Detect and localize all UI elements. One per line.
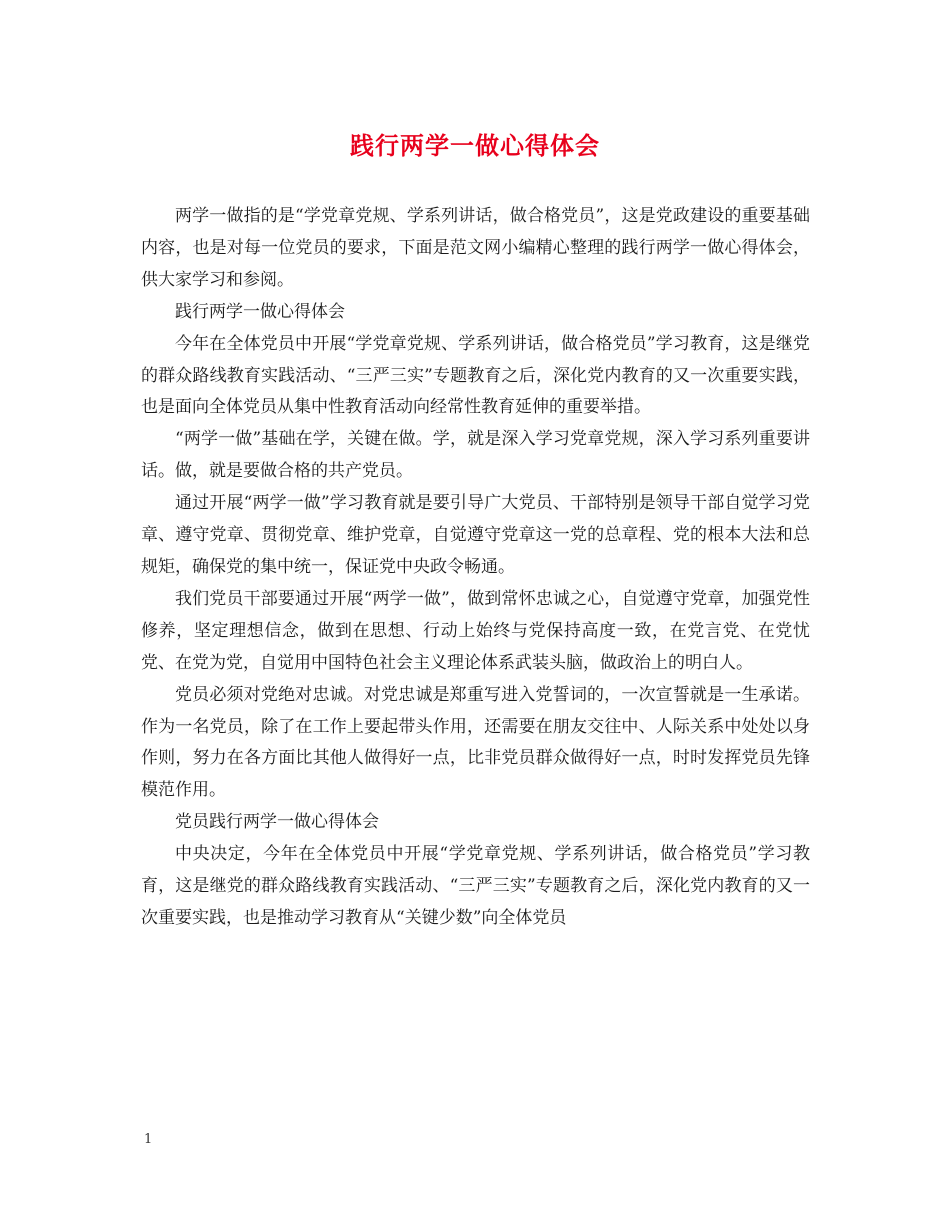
paragraph-subheading-2: 党员践行两学一做心得体会	[175, 812, 379, 833]
document-title: 践行两学一做心得体会	[350, 131, 600, 160]
paragraph: 今年在全体党员中开展“学党章党规、学系列讲话，做合格党员”学习教育，这是继党的群众路线教育实践活动、“三严三实”专题教育之后，深化党内教育的又一次重要实践，也是面向全体党员从集中性教育活动向经常性教育延伸的重要举措。	[141, 333, 810, 418]
paragraph: 通过开展“两学一做”学习教育就是要引导广大党员、干部特别是领导干部自觉学习党章、遵守党章、贯彻党章、维护党章，自觉遵守党章这一党的总章程、党的根本大法和总规矩，确保党的集中统一，保证党中央政令畅通。	[141, 493, 810, 577]
page-number: 1	[144, 1132, 153, 1147]
paragraph: 我们党员干部要通过开展“两学一做”，做到常怀忠诚之心，自觉遵守党章，加强党性修养，坚定理想信念，做到在思想、行动上始终与党保持高度一致，在党言党、在党忧党、在党为党，自觉用中国特色社会主义理论体系武装头脑，做政治上的明白人。	[141, 588, 810, 673]
document-body	[141, 201, 810, 935]
paragraph-intro: 两学一做指的是“学党章党规、学系列讲话，做合格党员”，这是党政建设的重要基础内容，也是对每一位党员的要求，下面是范文网小编精心整理的践行两学一做心得体会，供大家学习和参阅。	[141, 206, 810, 290]
paragraph: “两学一做”基础在学，关键在做。学，就是深入学习党章党规，深入学习系列重要讲话。做，就是要做合格的共产党员。	[141, 429, 810, 482]
paragraph: 中央决定，今年在全体党员中开展“学党章党规、学系列讲话，做合格党员”学习教育，这是继党的群众路线教育实践活动、“三严三实”专题教育之后，深化党内教育的又一次重要实践，也是推动学习教育从“关键少数”向全体党员	[141, 844, 810, 928]
paragraph: 党员必须对党绝对忠诚。对党忠诚是郑重写进入党誓词的，一次宣誓就是一生承诺。作为一名党员，除了在工作上要起带头作用，还需要在朋友交往中、人际关系中处处以身作则，努力在各方面比其他人做得好一点，比非党员群众做得好一点，时时发挥党员先锋模范作用。	[141, 684, 810, 801]
paragraph-subheading-1: 践行两学一做心得体会	[175, 301, 345, 322]
